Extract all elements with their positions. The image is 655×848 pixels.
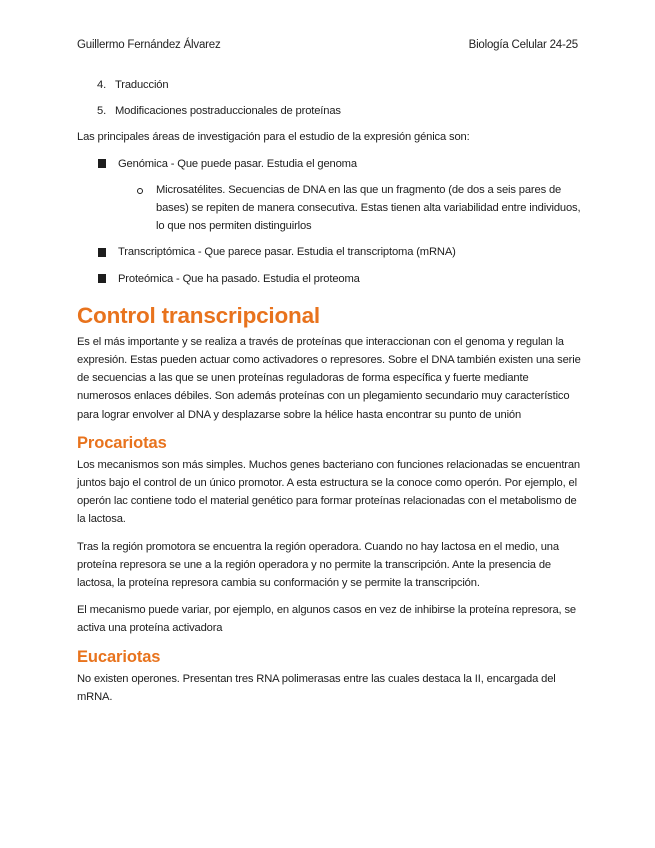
item-text: Traducción [115,79,169,91]
header-author: Guillermo Fernández Álvarez [77,39,221,51]
procariotas-paragraph-2: Tras la región promotora se encuentra la región operadora. Cuando no hay lactosa en el medio, una proteína represora se une a la región operadora y no permite la transcripción. Ante la presencia de lactosa, la proteína represora cambia su conformación y se permite la transcripción. [77,540,559,590]
square-bullet-icon [98,159,106,168]
item-number: 4. [97,79,107,91]
procariotas-paragraph-1: Los mecanismos son más simples. Muchos genes bacteriano con funciones relacionadas se encuentran juntos bajo el control de un único promotor. A esta estructura se la conoce como operón. Por ejemplo, el operón lac contiene todo el material genético para formar proteínas relacionadas con el metabolismo de la lactosa. [77,458,580,526]
intro-paragraph: Las principales áreas de investigación para el estudio de la expresión génica son: [77,131,470,144]
header-course: Biología Celular 24-25 [468,39,578,51]
eucariotas-paragraph-1: No existen operones. Presentan tres RNA polimerasas entre las cuales destaca la II, encargada del mRNA. [77,672,556,703]
square-bullet-icon [98,248,106,257]
numbered-item [97,76,581,94]
control-paragraph: Es el más importante y se realiza a través de proteínas que interaccionan con el genoma y regulan la expresión. Estas pueden actuar como activadores o represores. Sobre el DNA también existen una serie de secuencias a las que se unen proteínas reguladoras de forma específica y fuerte mediante numerosos enlaces débiles. Son además proteínas con un plegamiento secundario muy característico para lograr envolver al DNA y desplazarse sobre la hélice hasta encontrar su punto de unión [77,335,581,421]
bullet-text: Proteómica - Que ha pasado. Estudia el proteoma [118,272,360,285]
bullet-text: Genómica - Que puede pasar. Estudia el genoma [118,157,357,170]
bullet-item [77,243,581,261]
numbered-item [97,102,581,120]
square-bullet-icon [98,274,106,283]
page-content [77,76,581,706]
heading-control-transcripcional: Control transcripcional [77,302,320,328]
page-header [77,39,578,51]
circle-bullet-icon [137,188,143,194]
heading-procariotas: Procariotas [77,433,167,452]
bullet-text: Transcriptómica - Que parece pasar. Estudia el transcriptoma (mRNA) [118,246,456,259]
bullet-item [77,155,581,173]
item-text: Modificaciones postraduccionales de proteínas [115,105,341,118]
sub-bullet-item [137,181,581,236]
procariotas-paragraph-3: El mecanismo puede variar, por ejemplo, en algunos casos en vez de inhibirse la proteína represora, se activa una proteína activadora [77,604,576,635]
bullet-item [77,270,581,288]
heading-eucariotas: Eucariotas [77,647,161,666]
item-number: 5. [97,105,107,118]
sub-bullet-text: Microsatélites. Secuencias de DNA en las que un fragmento (de dos a seis pares de bases) se repiten de manera consecutiva. Estas tienen alta variabilidad entre individuos, lo que nos permiten distinguirlos [156,183,581,233]
